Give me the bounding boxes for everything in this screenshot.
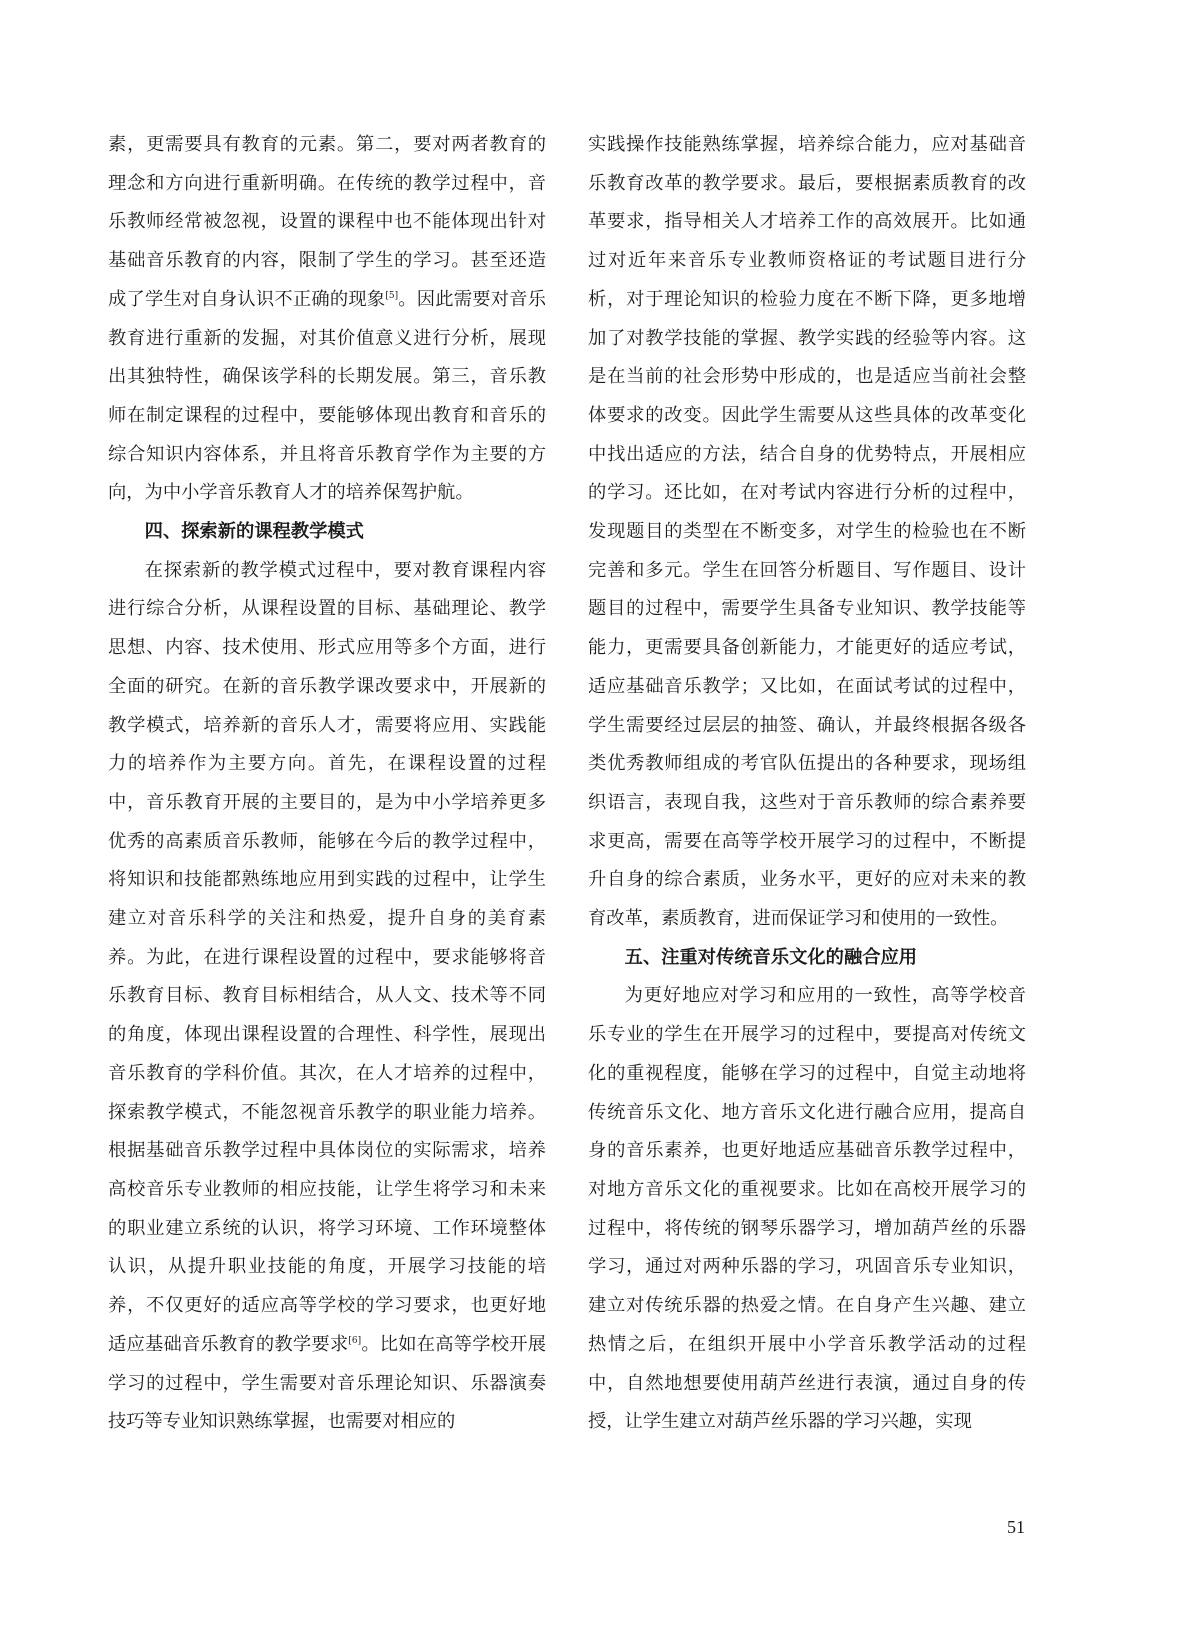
body-paragraph: 为更好地应对学习和应用的一致性，高等学校音乐专业的学生在开展学习的过程中，要提高对传统文化的重视程度，能够在学习的过程中，自觉主动地将传统音乐文化、地方音乐文化进行融合应用，提高自身的音乐素养，也更好地适应基础音乐教学过程中，对地方音乐文化的重视要求。比如在高校开展学习的过程中，将传统的钢琴乐器学习，增加葫芦丝的乐器学习，通过对两种乐器的学习，巩固音乐专业知识，建立对传统乐器的热爱之情。在自身产生兴趣、建立热情之后，在组织开展中小学音乐教学活动的过程中，自然地想要使用葫芦丝进行表演，通过自身的传授，让学生建立对葫芦丝乐器的学习兴趣，实现 bbox=[588, 985, 1026, 1433]
section-heading-4: 四、探索新的课程教学模式 bbox=[144, 521, 364, 543]
body-paragraph bbox=[108, 552, 546, 1442]
body-paragraph: 实践操作技能熟练掌握，培养综合能力，应对基础音乐教育改革的教学要求。最后，要根据素质教育的改革要求，指导相关人才培养工作的高效展开。比如通过对近年来音乐专业教师资格证的考试题目进行分析，对于理论知识的检验力度在不断下降，更多地增加了对教学技能的掌握、教学实践的经验等内容。这是在当前的社会形势中形成的，也是适应当前社会整体要求的改变。因此学生需要从这些具体的改革变化中找出适应的方法，结合自身的优势特点，开展相应的学习。还比如，在对考试内容进行分析的过程中，发现题目的类型在不断变多，对学生的检验也在不断完善和多元。学生在回答分析题目、写作题目、设计题目的过程中，需要学生具备专业知识、教学技能等能力，更需要具备创新能力，才能更好的适应考试，适应基础音乐教学；又比如，在面试考试的过程中，学生需要经过层层的抽签、确认，并最终根据各级各类优秀教师组成的考官队伍提出的各种要求，现场组织语言，表现自我，这些对于音乐教师的综合素养要求更高，需要在高等学校开展学习的过程中，不断提升自身的综合素质，业务水平，更好的应对未来的教育改革，素质教育，进而保证学习和使用的一致性。 bbox=[588, 134, 1026, 930]
body-paragraph bbox=[108, 126, 546, 513]
right-column bbox=[588, 126, 1026, 1442]
page-number: 51 bbox=[1007, 1517, 1025, 1537]
citation-ref: [6] bbox=[348, 1335, 362, 1346]
left-column bbox=[108, 126, 546, 1442]
paragraph-text: 素，更需要具有教育的元素。第二，要对两者教育的理念和方向进行重新明确。在传统的教学过程中，音乐教师经常被忽视，设置的课程中也不能体现出针对基础音乐教育的内容，限制了学生的学习。甚至还造成了学生对自身认识不正确的现象 bbox=[108, 134, 546, 310]
paragraph-text: 在探索新的教学模式过程中，要对教育课程内容进行综合分析，从课程设置的目标、基础理论、教学思想、内容、技术使用、形式应用等多个方面，进行全面的研究。在新的音乐教学课改要求中，开展新的教学模式，培养新的音乐人才，需要将应用、实践能力的培养作为主要方向。首先，在课程设置的过程中，音乐教育开展的主要目的，是为中小学培养更多优秀的高素质音乐教师，能够在今后的教学过程中，将知识和技能都熟练地应用到实践的过程中，让学生建立对音乐科学的关注和热爱，提升自身的美育素养。为此，在进行课程设置的过程中，要求能够将音乐教育目标、教育目标相结合，从人文、技术等不同的角度，体现出课程设置的合理性、科学性，展现出音乐教育的学科价值。其次，在人才培养的过程中，探索教学模式，不能忽视音乐教学的职业能力培养。根据基础音乐教学过程中具体岗位的实际需求，培养高校音乐专业教师的相应技能，让学生将学习和未来的职业建立系统的认识，将学习环境、工作环境整体认识，从提升职业技能的角度，开展学习技能的培养，不仅更好的适应高等学校的学习要求，也更好地适应基础音乐教育的教学要求 bbox=[108, 559, 546, 1355]
citation-ref: [5] bbox=[385, 290, 399, 301]
paragraph-text: 。因此需要对音乐教育进行重新的发掘，对其价值意义进行分析，展现出其独特性，确保该学科的长期发展。第三，音乐教师在制定课程的过程中，要能够体现出教育和音乐的综合知识内容体系，并且将音乐教育学作为主要的方向，为中小学音乐教育人才的培养保驾护航。 bbox=[108, 288, 547, 504]
section-heading-5: 五、注重对传统音乐文化的融合应用 bbox=[624, 946, 918, 968]
paragraph-text: 。比如在高等学校开展学习的过程中，学生需要对音乐理论知识、乐器演奏技巧等专业知识熟练掌握，也需要对相应的 bbox=[108, 1333, 547, 1433]
